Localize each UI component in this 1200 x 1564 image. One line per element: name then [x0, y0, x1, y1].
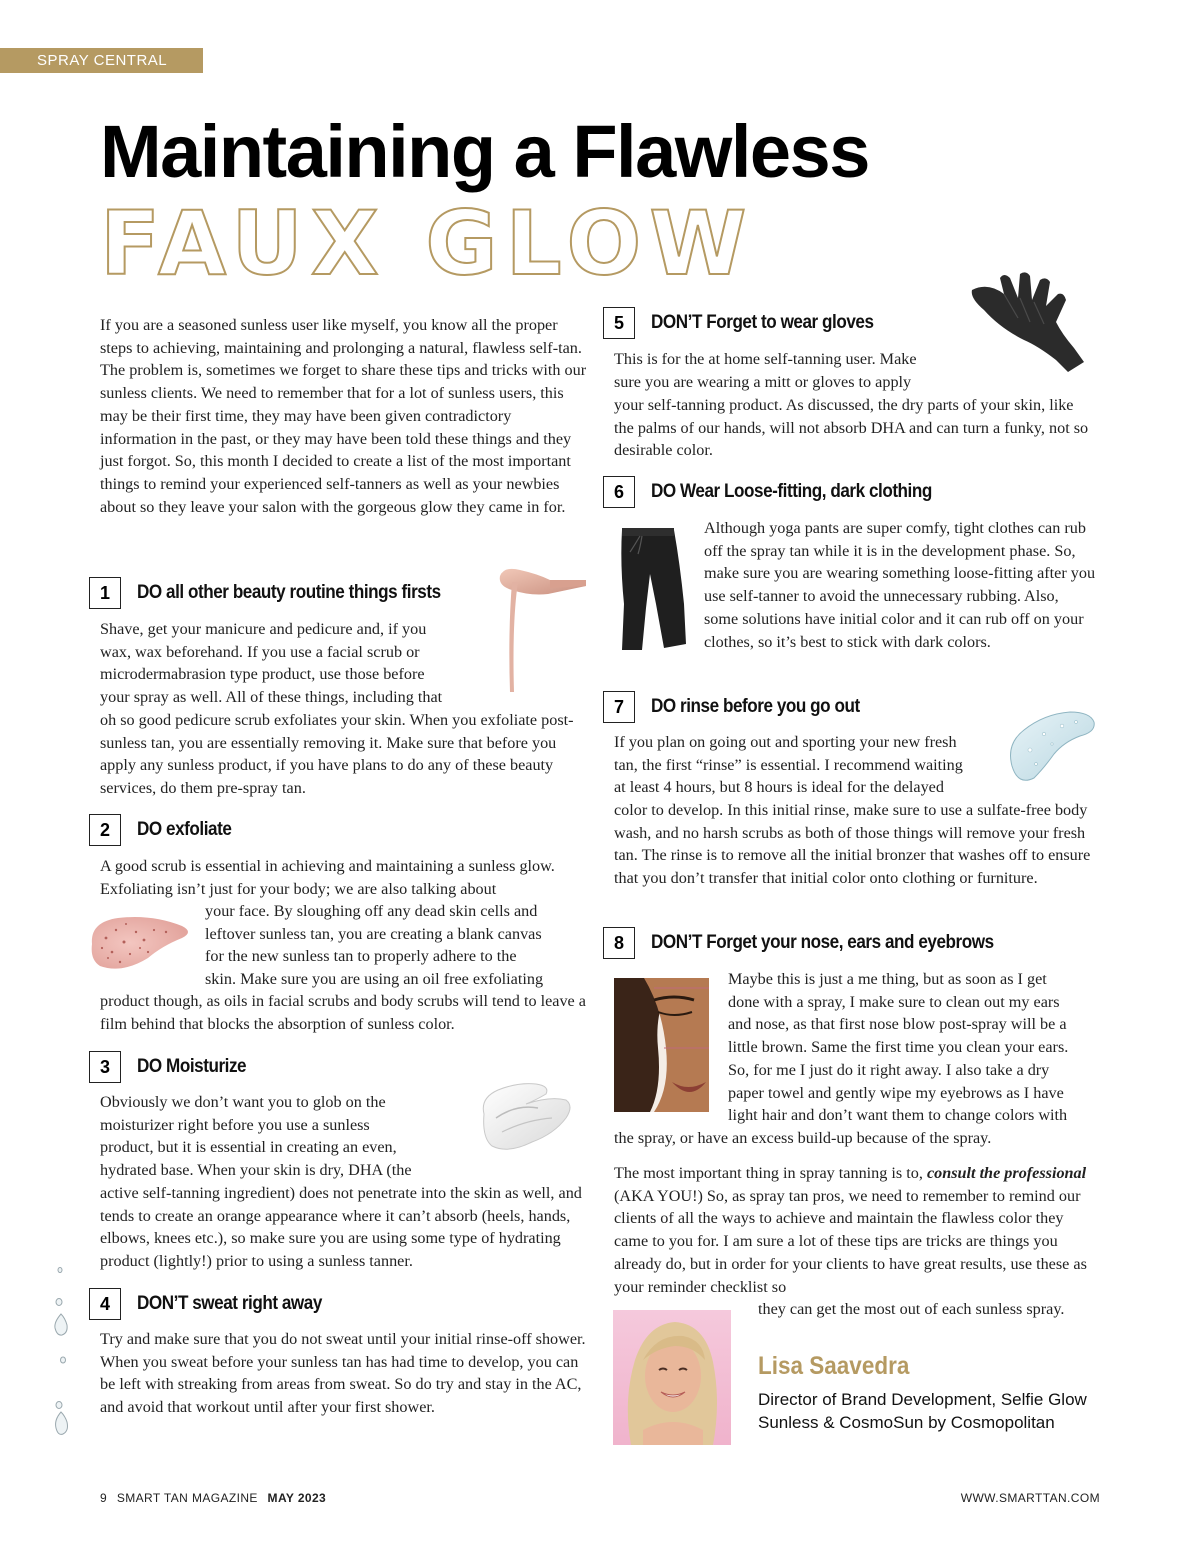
tip-3-heading — [89, 1051, 258, 1083]
tip-8-body: the spray, or have an excess build-up because of the spray. — [614, 1129, 992, 1147]
page-subtitle: FAUX GLOW — [100, 192, 755, 295]
gel-swatch-image — [1004, 704, 1100, 788]
black-pants-image — [610, 524, 692, 654]
closing-emphasis: consult the professional — [926, 1164, 1087, 1182]
tip-line: paper towel and gently wipe my eyebrows as I have — [728, 1083, 1064, 1102]
tip-1-body: oh so good pedicure scrub exfoliates your skin. When you exfoliate post-sunless tan, you are essentially removing it. Make sure that before you apply any sunless product, if you have plans to do any of these beauty services, do them pre-spray tan. — [100, 711, 574, 798]
tip-line: tan, the first “rinse” is essential. I recommend waiting — [614, 755, 963, 774]
tip-number: 2 — [89, 814, 121, 846]
tip-8-body-wrapped — [728, 968, 1103, 1127]
tip-line: sure you are wearing a mitt or gloves to apply — [614, 372, 912, 391]
tip-2-body-top: A good scrub is essential in achieving and maintaining a sunless glow. Exfoliating isn’t just for your body; we are also talking about — [100, 857, 555, 898]
issue-date: MAY 2023 — [267, 1491, 327, 1505]
tip-6-body: Although yoga pants are super comfy, tight clothes can rub off the spray tan while it is in the development phase. So, make sure you are wearing something loose-fitting after you use self-tanner to avoid the unnecessary rubbing. Also, some solutions have initial color and it can rub off on your clothes, so it’s best to stick with dark colors. — [704, 519, 1096, 651]
tip-title: DO Wear Loose-fitting, dark clothing — [651, 481, 932, 502]
black-glove-image — [964, 270, 1089, 375]
tip-line: product, but it is essential in creating an even, — [100, 1138, 397, 1157]
tip-number: 1 — [89, 577, 121, 609]
scrub-swatch-image — [82, 908, 197, 976]
tip-number: 6 — [603, 476, 635, 508]
tip-line: and nose, as that first nose blow post-spray will be a — [728, 1015, 1067, 1034]
tip-3-body-wrapped — [100, 1091, 470, 1182]
tip-title: DON’T Forget your nose, ears and eyebrows — [651, 932, 994, 953]
intro-paragraph: If you are a seasoned sunless user like myself, you know all the proper steps to achieving, maintaining and prolonging a natural, flawless self-tan. The problem is, sometimes we forget to share these tips and tricks with our sunless clients. We need to remember that for a lot of sunless users, this may be their first time, they may have been given contradictory information in the past, or they may have been told these things and they just forgot. So, this month I decided to create a list of the most important things to remind your experienced self-tanners as well as your newbies about so they leave your salon with the gorgeous glow they came in for. — [100, 316, 587, 516]
tip-line: your face. By sloughing off any dead skin cells and — [205, 902, 538, 920]
tip-line: This is for the at home self-tanning user. Make — [614, 350, 917, 368]
tip-title: DON’T Forget to wear gloves — [651, 312, 874, 333]
magazine-name: SMART TAN MAGAZINE — [116, 1491, 258, 1505]
tip-title: DO rinse before you go out — [651, 696, 860, 717]
footer-publication — [100, 1491, 326, 1505]
face-photo — [614, 978, 709, 1112]
tip-1-body-wrapped — [100, 618, 480, 709]
tip-4-body: Try and make sure that you do not sweat until your initial rinse-off shower. When you sweat before your sunless tan has had time to develop, you can be left with streaking from areas from sweat. So do try and stay in the AC, and avoid that workout until after your first shower. — [100, 1330, 586, 1417]
closing-paragraph — [614, 1162, 1094, 1298]
tip-8-heading — [603, 927, 1032, 959]
tip-line: wax, wax beforehand. If you use a facial scrub or — [100, 642, 420, 661]
tip-line: hydrated base. When your skin is dry, DHA (the — [100, 1161, 412, 1180]
footer-website: WWW.SMARTTAN.COM — [960, 1491, 1100, 1505]
tip-2-body-wrapped — [205, 900, 585, 991]
tip-number: 4 — [89, 1288, 121, 1320]
tip-5-body-wrapped — [614, 348, 964, 393]
author-photo — [613, 1310, 731, 1445]
tip-title: DO Moisturize — [137, 1056, 247, 1077]
tip-4-heading — [89, 1288, 342, 1320]
author-name: Lisa Saavedra — [758, 1352, 910, 1380]
tip-1-heading — [89, 577, 474, 609]
tip-number: 7 — [603, 691, 635, 723]
tip-title: DO all other beauty routine things firsts — [137, 582, 441, 603]
tip-line: Maybe this is just a me thing, but as soon as I get — [728, 970, 1047, 988]
closing-before: The most important thing in spray tanning is to, — [614, 1164, 927, 1182]
author-role: Director of Brand Development, Selfie Glow Sunless & CosmoSun by Cosmopolitan — [758, 1390, 1087, 1432]
tip-number: 8 — [603, 927, 635, 959]
tip-line: skin. Make sure you are using an oil free exfoliating — [205, 970, 544, 989]
tip-line: at least 4 hours, but 8 hours is ideal for the delayed — [614, 778, 944, 797]
tip-number: 3 — [89, 1051, 121, 1083]
tip-line: moisturizer right before you use a sunless — [100, 1115, 370, 1134]
tip-2-heading — [89, 814, 242, 846]
tip-line: for the new sunless tan to properly adhere to the — [205, 947, 517, 966]
tip-line: little brown. Same the first time you clean your ears. — [728, 1038, 1069, 1057]
tip-7-body: color to develop. In this initial rinse, make sure to use a sulfate-free body wash, and no harsh scrubs as both of those things will remove your fresh tan. The rinse is to remove all the initial bronzer that washes off to ensure that you don’t transfer that initial color onto clothing or furniture. — [614, 801, 1091, 888]
brush-swatch-image — [490, 562, 590, 697]
closing-last-line: they can get the most out of each sunless spray. — [758, 1300, 1065, 1318]
tip-line: If you plan on going out and sporting your new fresh — [614, 733, 957, 751]
tip-title: DO exfoliate — [137, 819, 232, 840]
closing-after: (AKA YOU!) So, as spray tan pros, we need to remember to remind our clients of all the ways to achieve and maintain the flawless color they came to you for. I am sure a lot of these tips are tricks are things you already do, but in order for your clients to have great results, use these as your reminder checklist so — [614, 1186, 1087, 1296]
tip-line: leftover sunless tan, you are creating a blank canvas — [205, 924, 542, 943]
tip-line: done with a spray, I make sure to clean out my ears — [728, 992, 1060, 1011]
tip-line: your spray as well. All of these things, including that — [100, 688, 443, 707]
tip-line: microdermabrasion type product, use those before — [100, 665, 425, 684]
tip-7-heading — [603, 691, 883, 723]
tip-line: light hair and don’t want them to change colors with — [728, 1106, 1068, 1125]
lotion-swatch-image — [476, 1074, 576, 1162]
page-number: 9 — [100, 1491, 108, 1505]
tip-line: So, for me I just do it right away. I also take a dry — [728, 1060, 1050, 1079]
tip-line: Obviously we don’t want you to glob on the — [100, 1093, 386, 1111]
tip-5-heading — [603, 307, 898, 339]
tip-3-body: active self-tanning ingredient) does not penetrate into the skin as well, and tends to create an orange appearance where it can’t absorb (heels, hands, elbows, knees etc.), so make sure you are using some type of hydrating product (lightly!) prior to using a sunless tanner. — [100, 1184, 582, 1271]
tip-7-body-wrapped — [614, 731, 1004, 799]
tip-line: Shave, get your manicure and pedicure and, if you — [100, 620, 427, 638]
tip-2-body: product though, as oils in facial scrubs and body scrubs will tend to leave a film behind that blocks the absorption of sunless color. — [100, 992, 586, 1033]
tip-6-heading — [603, 476, 963, 508]
water-droplets-image — [50, 1262, 76, 1442]
page-title: Maintaining a Flawless — [100, 110, 869, 193]
tip-5-body: your self-tanning product. As discussed, the dry parts of your skin, like the palms of our hands, will not absorb DHA and can turn a funky, not so desirable color. — [614, 396, 1089, 460]
tip-number: 5 — [603, 307, 635, 339]
tip-title: DON’T sweat right away — [137, 1293, 322, 1314]
section-tag: SPRAY CENTRAL — [0, 48, 203, 73]
